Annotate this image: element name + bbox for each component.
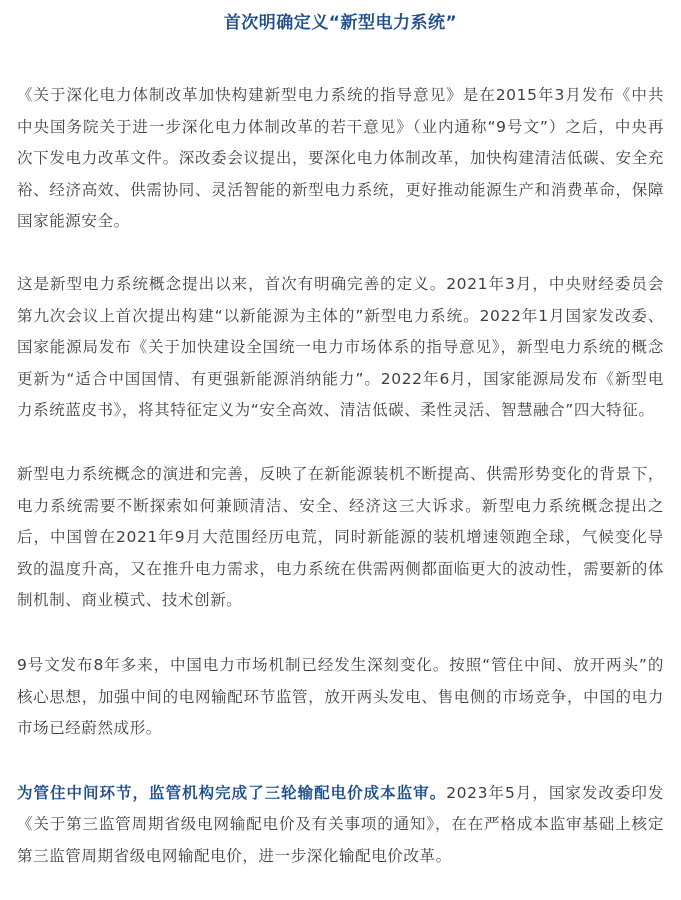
highlighted-lead-sentence: 为管住中间环节，监管机构完成了三轮输配电价成本监审。 [17,783,447,802]
paragraph-5 [17,778,664,873]
paragraph-2: 这是新型电力系统概念提出以来，首次有明确完善的定义。2021年3月，中央财经委员会第九次会议上首次提出构建“以新能源为主体的”新型电力系统。2022年1月国家发改委、国家能源局发布《关于加快建设全国统一电力市场体系的指导意见》，新型电力系统的概念更新为“适合中国国情、有更强新能源消纳能力”。2022年6月，国家能源局发布《新型电力系统蓝皮书》，将其特征定义为“安全高效、清洁低碳、柔性灵活、智慧融合”四大特征。 [17,274,664,420]
paragraph-5-text: 2023年5月，国家发改委印发《关于第三监管周期省级电网输配电价及有关事项的通知》，在在严格成本监审基础上核定第三监管周期省级电网输配电价，进一步深化输配电价改革。 [17,783,664,865]
paragraph-4: 9号文发布8年多来，中国电力市场机制已经发生深刻变化。按照“管住中间、放开两头”的核心思想，加强中间的电网输配环节监管，放开两头发电、售电侧的市场竞争，中国的电力市场已经蔚然成形。 [17,655,664,738]
paragraph-3: 新型电力系统概念的演进和完善，反映了在新能源装机不断提高、供需形势变化的背景下，电力系统需要不断探索如何兼顾清洁、安全、经济这三大诉求。新型电力系统概念提出之后，中国曾在2021年9月大范围经历电荒，同时新能源的装机增速领跑全球，气候变化导致的温度升高，又在推升电力需求，电力系统在供需两侧都面临更大的波动性，需要新的体制机制、商业模式、技术创新。 [17,464,664,610]
article-title: 首次明确定义“新型电力系统” [223,13,458,33]
paragraph-1: 《关于深化电力体制改革加快构建新型电力系统的指导意见》是在2015年3月发布《中共中央国务院关于进一步深化电力体制改革的若干意见》（业内通称“9号文”）之后，中央再次下发电力改革文件。深改委会议提出，要深化电力体制改革，加快构建清洁低碳、安全充裕、经济高效、供需协同、灵活智能的新型电力系统，更好推动能源生产和消费革命，保障国家能源安全。 [17,86,664,231]
